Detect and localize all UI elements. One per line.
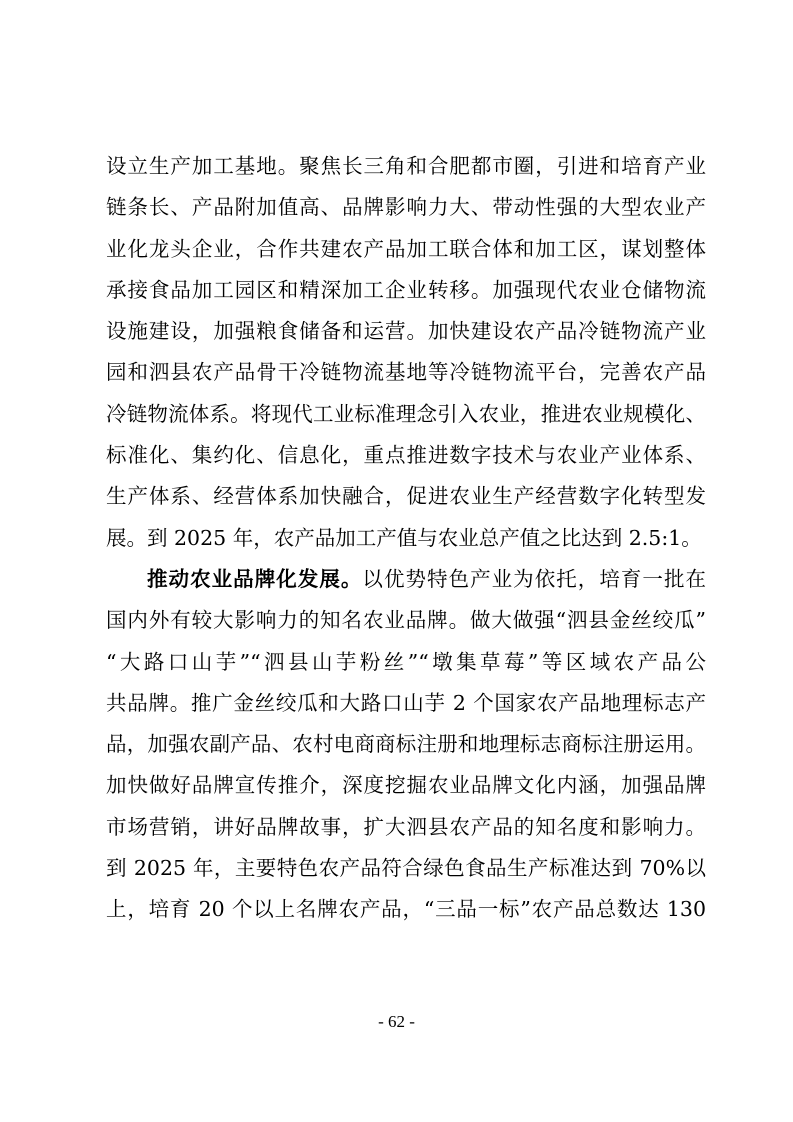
text-line: 园和泗县农产品骨干冷链物流基地等冷链物流平台，完善农产品 <box>106 360 706 385</box>
paragraph-processing-base <box>106 146 706 559</box>
section-lead-heading: 推动农业品牌化发展。 <box>147 566 363 591</box>
paragraph-brand-development <box>106 559 706 931</box>
document-body <box>106 146 706 931</box>
text-line: 市场营销，讲好品牌故事，扩大泗县农产品的知名度和影响力。 <box>106 814 706 839</box>
text-line: 设施建设，加强粮食储备和运营。加快建设农产品冷链物流产业 <box>106 319 706 344</box>
text-line: 业化龙头企业，合作共建农产品加工联合体和加工区，谋划整体 <box>106 236 706 261</box>
text-line <box>106 559 706 600</box>
text-line: 展。到 2025 年，农产品加工产值与农业总产值之比达到 2.5:1。 <box>106 525 702 550</box>
text-line: 到 2025 年，主要特色农产品符合绿色食品生产标准达到 70%以 <box>106 856 706 881</box>
text-line: 国内外有较大影响力的知名农业品牌。做大做强“泗县金丝绞瓜” <box>106 608 706 633</box>
text-line: 标准化、集约化、信息化，重点推进数字技术与农业产业体系、 <box>106 443 706 468</box>
text-line-rest: 以优势特色产业为依托，培育一批在 <box>362 566 707 591</box>
text-line: 承接食品加工园区和精深加工企业转移。加强现代农业仓储物流 <box>106 277 706 302</box>
text-line: 冷链物流体系。将现代工业标准理念引入农业，推进农业规模化、 <box>106 401 706 426</box>
text-line: 品，加强农副产品、农村电商商标注册和地理标志商标注册运用。 <box>106 732 706 757</box>
text-line: 链条长、产品附加值高、品牌影响力大、带动性强的大型农业产 <box>106 195 706 220</box>
text-line: 上，培育 20 个以上名牌农产品，“三品一标”农产品总数达 130 <box>106 897 706 922</box>
text-line: 共品牌。推广金丝绞瓜和大路口山芋 2 个国家农产品地理标志产 <box>106 690 706 715</box>
page-number: - 62 - <box>378 1012 415 1031</box>
text-line: 加快做好品牌宣传推介，深度挖掘农业品牌文化内涵，加强品牌 <box>106 773 706 798</box>
text-line: “大路口山芋”“泗县山芋粉丝”“墩集草莓”等区域农产品公 <box>106 649 706 674</box>
text-line: 生产体系、经营体系加快融合，促进农业生产经营数字化转型发 <box>106 484 706 509</box>
text-line: 设立生产加工基地。聚焦长三角和合肥都市圈，引进和培育产业 <box>106 154 706 178</box>
